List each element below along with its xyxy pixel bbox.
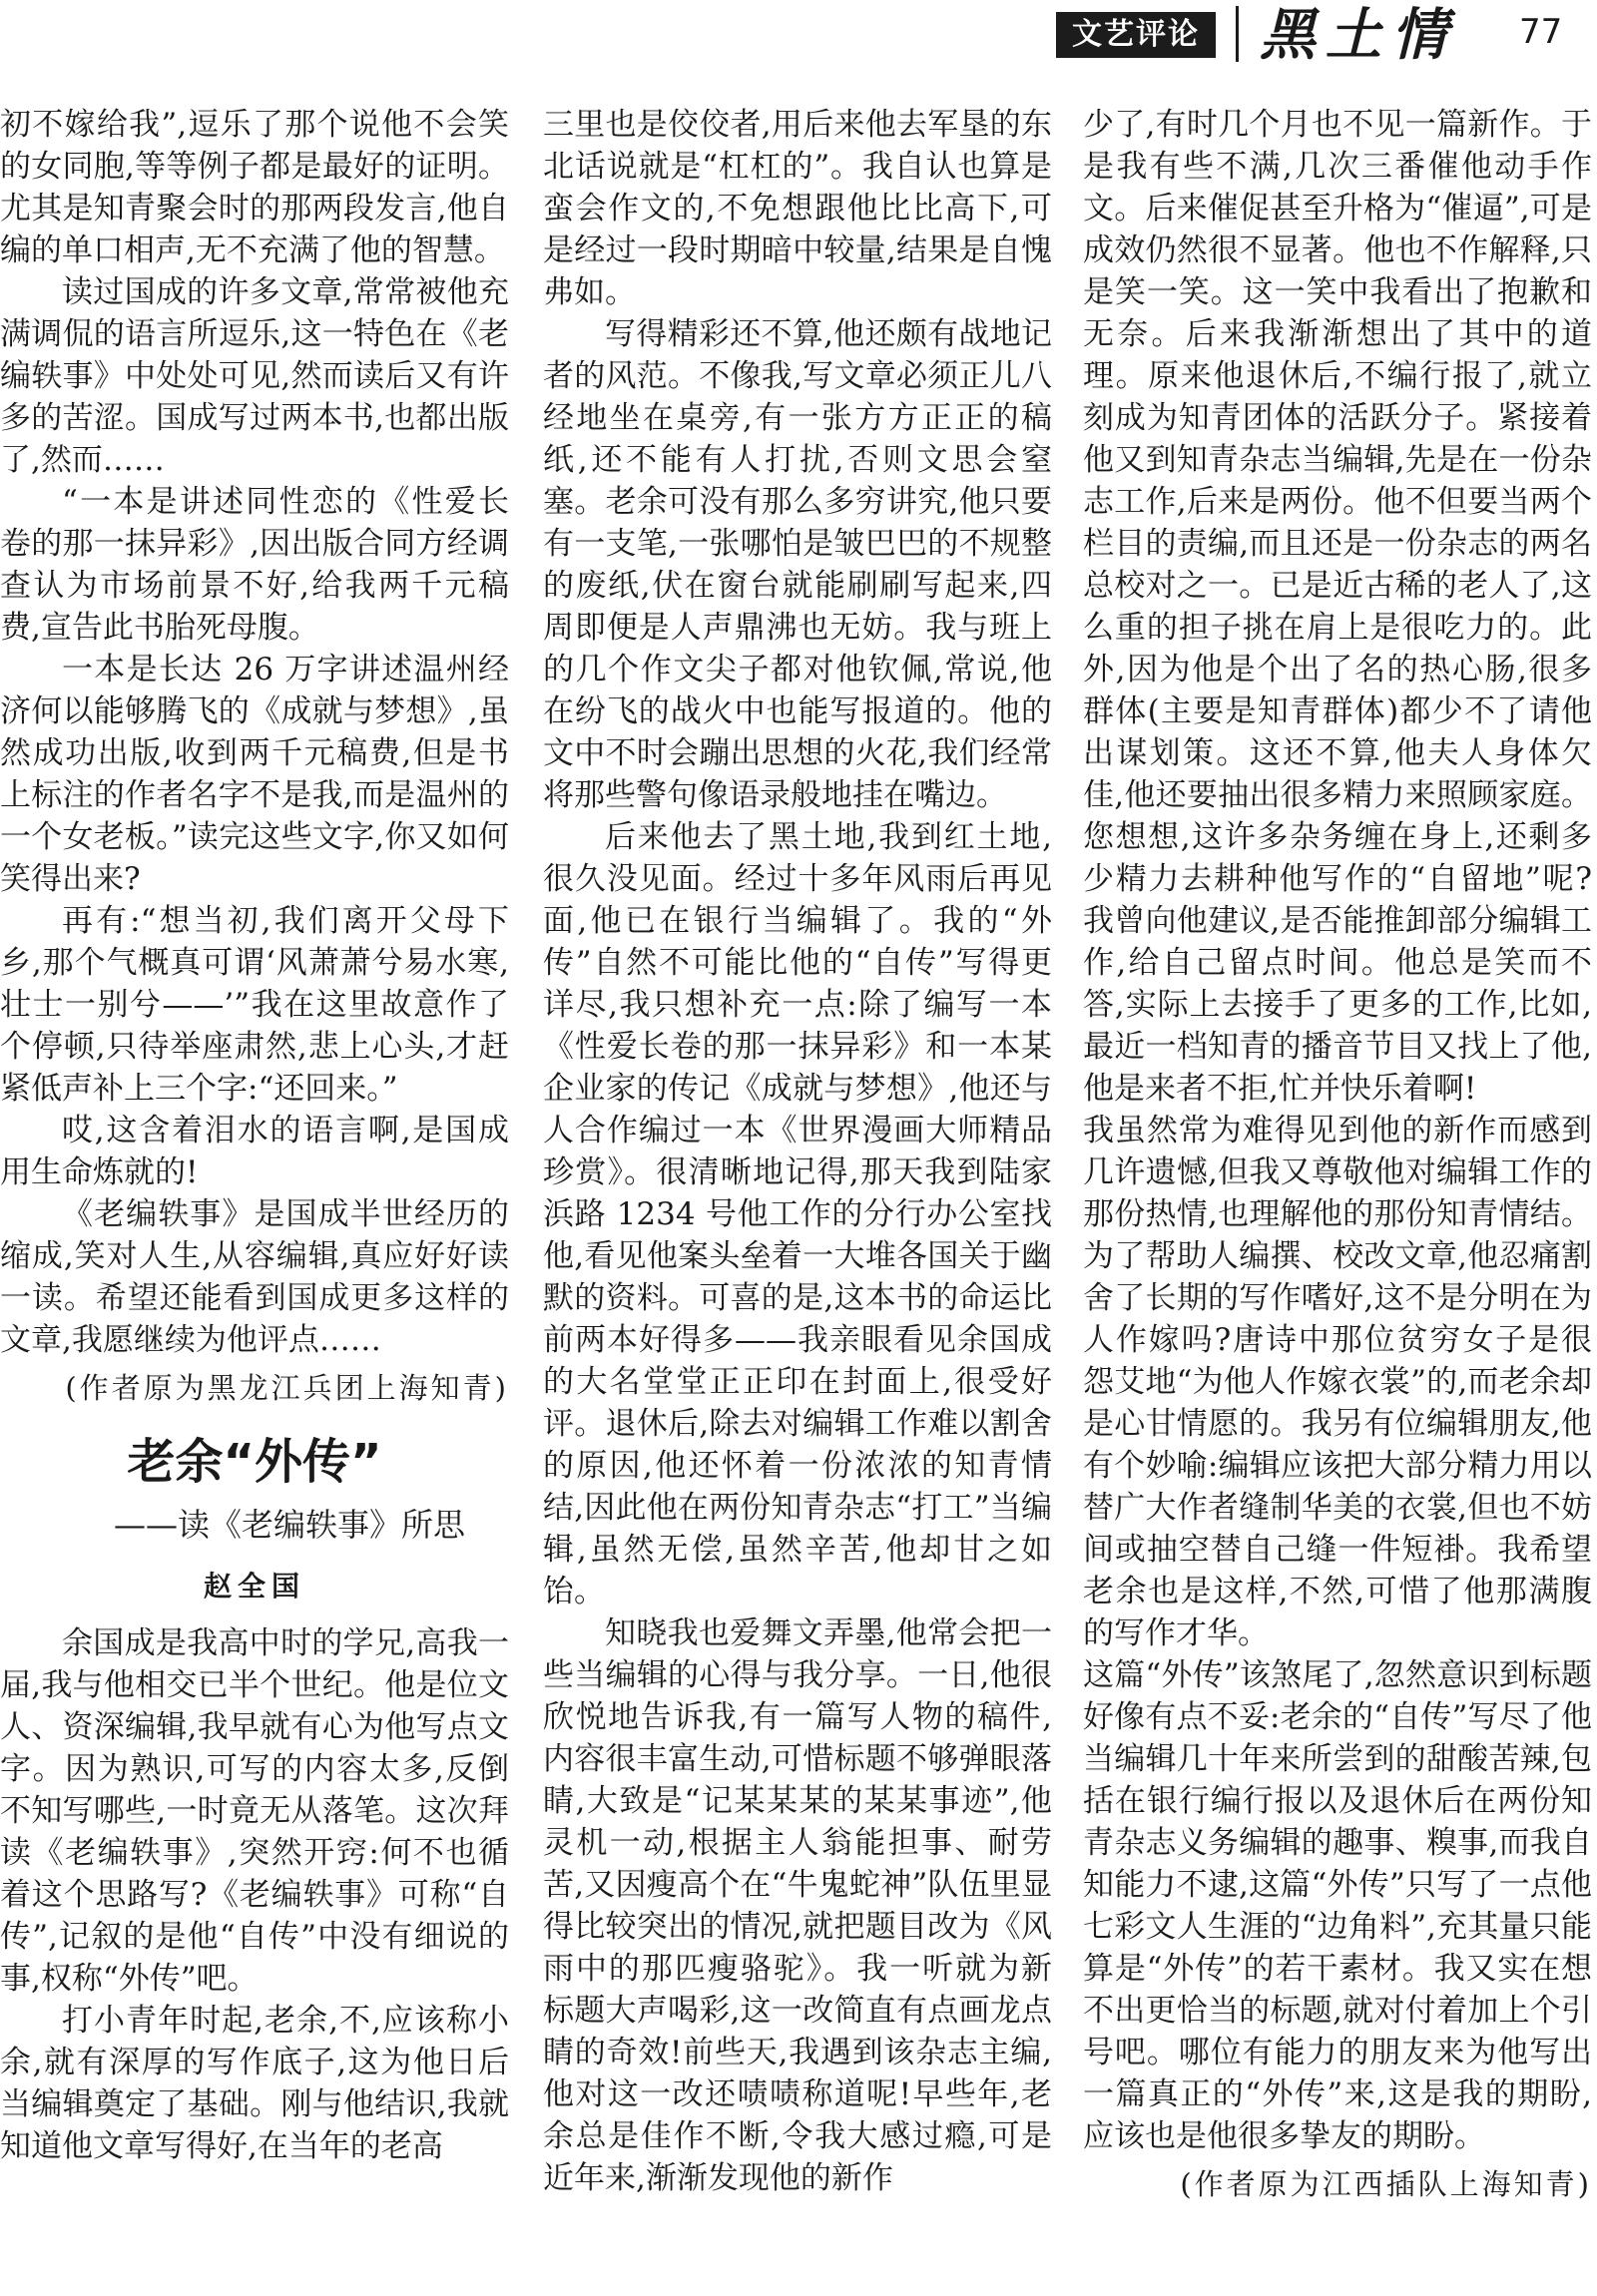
paragraph: 少了,有时几个月也不见一篇新作。于是我有些不满,几次三番催他动手作文。后来催促甚至升格为“催逼”,可是成效仍然很不显著。他也不作解释,只是笑一笑。这一笑中我看出了抱歉和无奈。后来我渐渐想出了其中的道理。原来他退休后,不编行报了,就立刻成为知青团体的活跃分子。紧接着他又到知青杂志当编辑,先是在一份杂志工作,后来是两份。他不但要当两个栏目的责编,而且还是一份杂志的两名总校对之一。已是近古稀的老人了,这么重的担子挑在肩上是很吃力的。此外,因为他是个出了名的热心肠,很多群体(主要是知青群体)都少不了请他出谋划策。这还不算,他夫人身体欠佳,他还要抽出很多精力来照顾家庭。您想想,这许多杂务缠在身上,还剩多少精力去耕种他写作的“自留地”呢?我曾向他建议,是否能推卸部分编辑工作,给自己留点时间。他总是笑而不答,实际上去接手了更多的工作,比如,最近一档知青的播音节目又找上了他,他是来者不拒,忙并快乐着啊! bbox=[1083, 107, 1592, 1107]
paragraph: 初不嫁给我”,逗乐了那个说他不会笑的女同胞,等等例子都是最好的证明。尤其是知青聚会时的那两段发言,他自编的单口相声,无不充满了他的智慧。 bbox=[0, 107, 509, 268]
paragraph: 这篇“外传”该煞尾了,忽然意识到标题好像有点不妥:老余的“自传”写尽了他当编辑几十年来所尝到的甜酸苦辣,包括在银行编行报以及退休后在两份知青杂志义务编辑的趣事、糗事,而我自知能力不逮,这篇“外传”只写了一点他七彩文人生涯的“边角料”,充其量只能算是“外传”的若干素材。我又实在想不出更恰当的标题,就对付着加上个引号吧。哪位有能力的朋友来为他写出一篇真正的“外传”来,这是我的期盼,应该也是他很多挚友的期盼。 bbox=[1083, 1657, 1592, 2154]
text-column-1 bbox=[0, 104, 509, 2289]
paragraph: 我虽然常为难得见到他的新作而感到几许遗憾,但我又尊敬他对编辑工作的那份热情,也理解他的那份知青情结。为了帮助人编撰、校改文章,他忍痛割舍了长期的写作嗜好,这不是分明在为人作嫁吗?唐诗中那位贫穷女子是很怨艾地“为他人作嫁衣裳”的,而老余却是心甘情愿的。我另有位编辑朋友,他有个妙喻:编辑应该把大部分精力用以替广大作者缝制华美的衣裳,但也不妨间或抽空替自己缝一件短褂。我希望老余也是这样,不然,可惜了他那满腹的写作才华。 bbox=[1083, 1113, 1592, 1651]
page-header bbox=[0, 0, 1597, 72]
paragraph: “一本是讲述同性恋的《性爱长卷的那一抹异彩》,因出版合同方经调查认为市场前景不好,给我两千元稿费,宣告此书胎死母腹。 bbox=[0, 484, 509, 646]
paragraph: 打小青年时起,老余,不,应该称小余,就有深厚的写作底子,这为他日后当编辑奠定了基础。刚与他结识,我就知道他文章写得好,在当年的老高 bbox=[0, 2003, 509, 2164]
paragraph: 再有:“想当初,我们离开父母下乡,那个气概真可谓‘风萧萧兮易水寒,壮士一别兮——’”我在这里故意作了个停顿,只待举座肃然,悲上心头,才赶紧低声补上三个字:“还回来。” bbox=[0, 903, 509, 1107]
paragraph: 《老编轶事》是国成半世经历的缩成,笑对人生,从容编辑,真应好好读一读。希望还能看到国成更多这样的文章,我愿继续为他评点…… bbox=[0, 1196, 509, 1358]
page-number: 77 bbox=[1519, 12, 1563, 52]
text-column-3 bbox=[1083, 104, 1592, 2289]
article-subtitle: ——读《老编轶事》所思 bbox=[113, 1506, 465, 1544]
article-author: 赵全国 bbox=[203, 1570, 305, 1603]
paragraph: 一本是长达 26 万字讲述温州经济何以能够腾飞的《成就与梦想》,虽然成功出版,收到两千元稿费,但是书上标注的作者名字不是我,而是温州的一个女老板。”读完这些文字,你又如何笑得出来? bbox=[0, 652, 509, 897]
text-column-2 bbox=[543, 104, 1052, 2289]
paragraph: 知晓我也爱舞文弄墨,他常会把一些当编辑的心得与我分享。一日,他很欣悦地告诉我,有一篇写人物的稿件,内容很丰富生动,可惜标题不够弹眼落睛,大致是“记某某某的某某事迹”,他灵机一动,根据主人翁能担事、耐劳苦,又因瘦高个在“牛鬼蛇神”队伍里显得比较突出的情况,就把题目改为《风雨中的那匹瘦骆驼》。我一听就为新标题大声喝彩,这一改简直有点画龙点睛的奇效!前些天,我遇到该杂志主编,他对这一改还啧啧称道呢!早些年,老余总是佳作不断,令我大感过瘾,可是近年来,渐渐发现他的新作 bbox=[543, 1615, 1052, 2196]
paragraph: 余国成是我高中时的学兄,高我一届,我与他相交已半个世纪。他是位文人、资深编辑,我早就有心为他写点文字。因为熟识,可写的内容太多,反倒不知写哪些,一时竟无从落笔。这次拜读《老编轶事》,突然开窍:何不也循着这个思路写?《老编轶事》可称“自传”,记叙的是他“自传”中没有细说的事,权称“外传”吧。 bbox=[0, 1625, 509, 1997]
article-title: 老余“外传” bbox=[127, 1434, 382, 1490]
section-label: 文艺评论 bbox=[1056, 12, 1216, 58]
paragraph: 后来他去了黑土地,我到红土地,很久没见面。经过十多年风雨后再见面,他已在银行当编辑了。我的“外传”自然不可能比他的“自传”写得更详尽,我只想补充一点:除了编写一本《性爱长卷的那一抹异彩》和一本某企业家的传记《成就与梦想》,他还与人合作编过一本《世界漫画大师精品珍赏》。很清晰地记得,那天我到陆家浜路 1234 号他工作的分行办公室找他,看见他案头垒着一大堆各国关于幽默的资料。可喜的是,这本书的命运比前两本好得多——我亲眼看见余国成的大名堂堂正正印在封面上,很受好评。退休后,除去对编辑工作难以割舍的原因,他还怀着一份浓浓的知青情结,因此他在两份知青杂志“打工”当编辑,虽然无偿,虽然辛苦,他却甘之如饴。 bbox=[543, 819, 1052, 1609]
paragraph: 哎,这含着泪水的语言啊,是国成用生命炼就的! bbox=[0, 1113, 509, 1190]
paragraph: 读过国成的许多文章,常常被他充满调侃的语言所逗乐,这一特色在《老编轶事》中处处可见,然而读后又有许多的苦涩。国成写过两本书,也都出版了,然而…… bbox=[0, 274, 509, 478]
author-note: (作者原为黑龙江兵团上海知青) bbox=[65, 1371, 509, 1405]
paragraph: 写得精彩还不算,他还颇有战地记者的风范。不像我,写文章必须正儿八经地坐在桌旁,有一张方方正正的稿纸,还不能有人打扰,否则文思会窒塞。老余可没有那么多穷讲究,他只要有一支笔,一张哪怕是皱巴巴的不规整的废纸,伏在窗台就能刷刷写起来,四周即便是人声鼎沸也无妨。我与班上的几个作文尖子都对他钦佩,常说,他在纷飞的战火中也能写报道的。他的文中不时会蹦出思想的火花,我们经常将那些警句像语录般地挂在嘴边。 bbox=[543, 316, 1052, 813]
header-divider bbox=[1236, 6, 1239, 62]
magazine-logo: 黑土情 bbox=[1260, 2, 1457, 68]
author-note: (作者原为江西插队上海知青) bbox=[1180, 2167, 1592, 2201]
paragraph: 三里也是佼佼者,用后来他去军垦的东北话说就是“杠杠的”。我自认也算是蛮会作文的,不免想跟他比比高下,可是经过一段时期暗中较量,结果是自愧弗如。 bbox=[543, 107, 1052, 310]
